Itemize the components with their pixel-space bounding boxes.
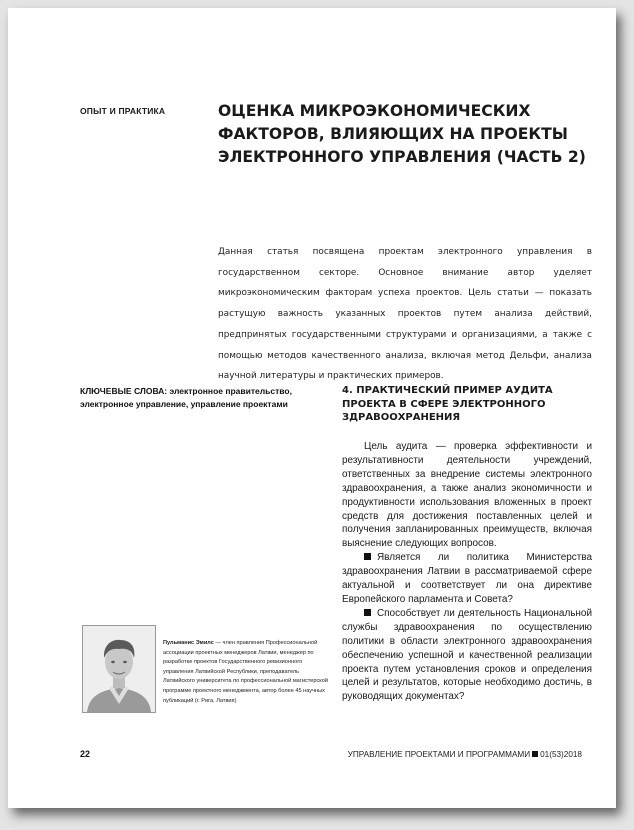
section-heading: 4. ПРАКТИЧЕСКИЙ ПРИМЕР АУДИТА ПРОЕКТА В СФЕРЕ ЭЛЕКТРОННОГО ЗДРАВООХРАНЕНИЯ — [342, 385, 553, 423]
journal-page — [8, 8, 616, 808]
journal-name: УПРАВЛЕНИЕ ПРОЕКТАМИ И ПРОГРАММАМИ — [347, 750, 531, 759]
bullet-text: Является ли политика Министерства здравоохранения Латвии в рассматриваемой сфере актуальной и соответствует ли она директиве Европейского парламента и Совета? — [342, 552, 592, 605]
author-portrait-icon — [83, 626, 155, 712]
keywords-block — [80, 385, 330, 410]
bullet-item — [342, 551, 592, 607]
bullet-text: Способствует ли деятельность Национальной службы здравоохранения по осуществлению политики в области электронного здравоохранения обеспечению успешной и качественной реализации проекта путем установления сроков и определения целей и результатов, которые необходимо достичь, в руководящих документах? — [342, 607, 592, 703]
author-photo — [82, 625, 156, 713]
section-body — [342, 440, 592, 704]
author-info — [163, 639, 331, 706]
bullet-item — [342, 607, 592, 704]
author-bio: — член правления Профессиональной ассоциации проектных менеджеров Латвии, менеджер по разработке проектов Государственного ревизионного управления Латвийской Республики, преподаватель Латвийского университета по профессиональной магистерской программе проектного менеджмента, автор более 45 научных публикаций (г. Рига, Латвия) — [163, 640, 329, 704]
bullet-square-icon — [364, 553, 371, 560]
article-abstract: Данная статья посвящена проектам электронного управления в государственном секторе. Основное внимание автор уделяет микроэкономическим факторам успеха проектов. Цель статьи — показать растущую важность указанных проектов путем анализа действий, предпринятых государственными структурами и организациями, а также с помощью методов качественного анализа, включая метод Дельфи, анализа научной литературы и практических примеров. — [218, 247, 592, 382]
bullet-square-icon — [364, 609, 371, 616]
author-name: Пульманис Эмилс — [163, 640, 214, 646]
square-separator-icon — [532, 751, 538, 757]
page-number: 22 — [80, 749, 91, 759]
journal-footer — [348, 750, 582, 759]
journal-issue: 01(53)2018 — [540, 750, 582, 759]
keywords-label: КЛЮЧЕВЫЕ СЛОВА: — [80, 386, 168, 396]
section-label: ОПЫТ И ПРАКТИКА — [80, 106, 166, 116]
intro-paragraph: Цель аудита — проверка эффективности и результативности деятельности учреждений, ответственных за внедрение системы электронного здравоохранения, а также анализ экономичности и продуктивности использования вложенных в проект средств для достижения поставленных целей и получения запланированных преимуществ, включая выяснение следующих вопросов. — [342, 441, 592, 550]
keywords-text: электронное правительство, электронное управление, управление проектами — [80, 386, 292, 409]
article-title: ОЦЕНКА МИКРОЭКОНОМИЧЕСКИХ ФАКТОРОВ, ВЛИЯЮЩИХ НА ПРОЕКТЫ ЭЛЕКТРОННОГО УПРАВЛЕНИЯ (ЧАСТЬ 2) — [218, 102, 586, 166]
